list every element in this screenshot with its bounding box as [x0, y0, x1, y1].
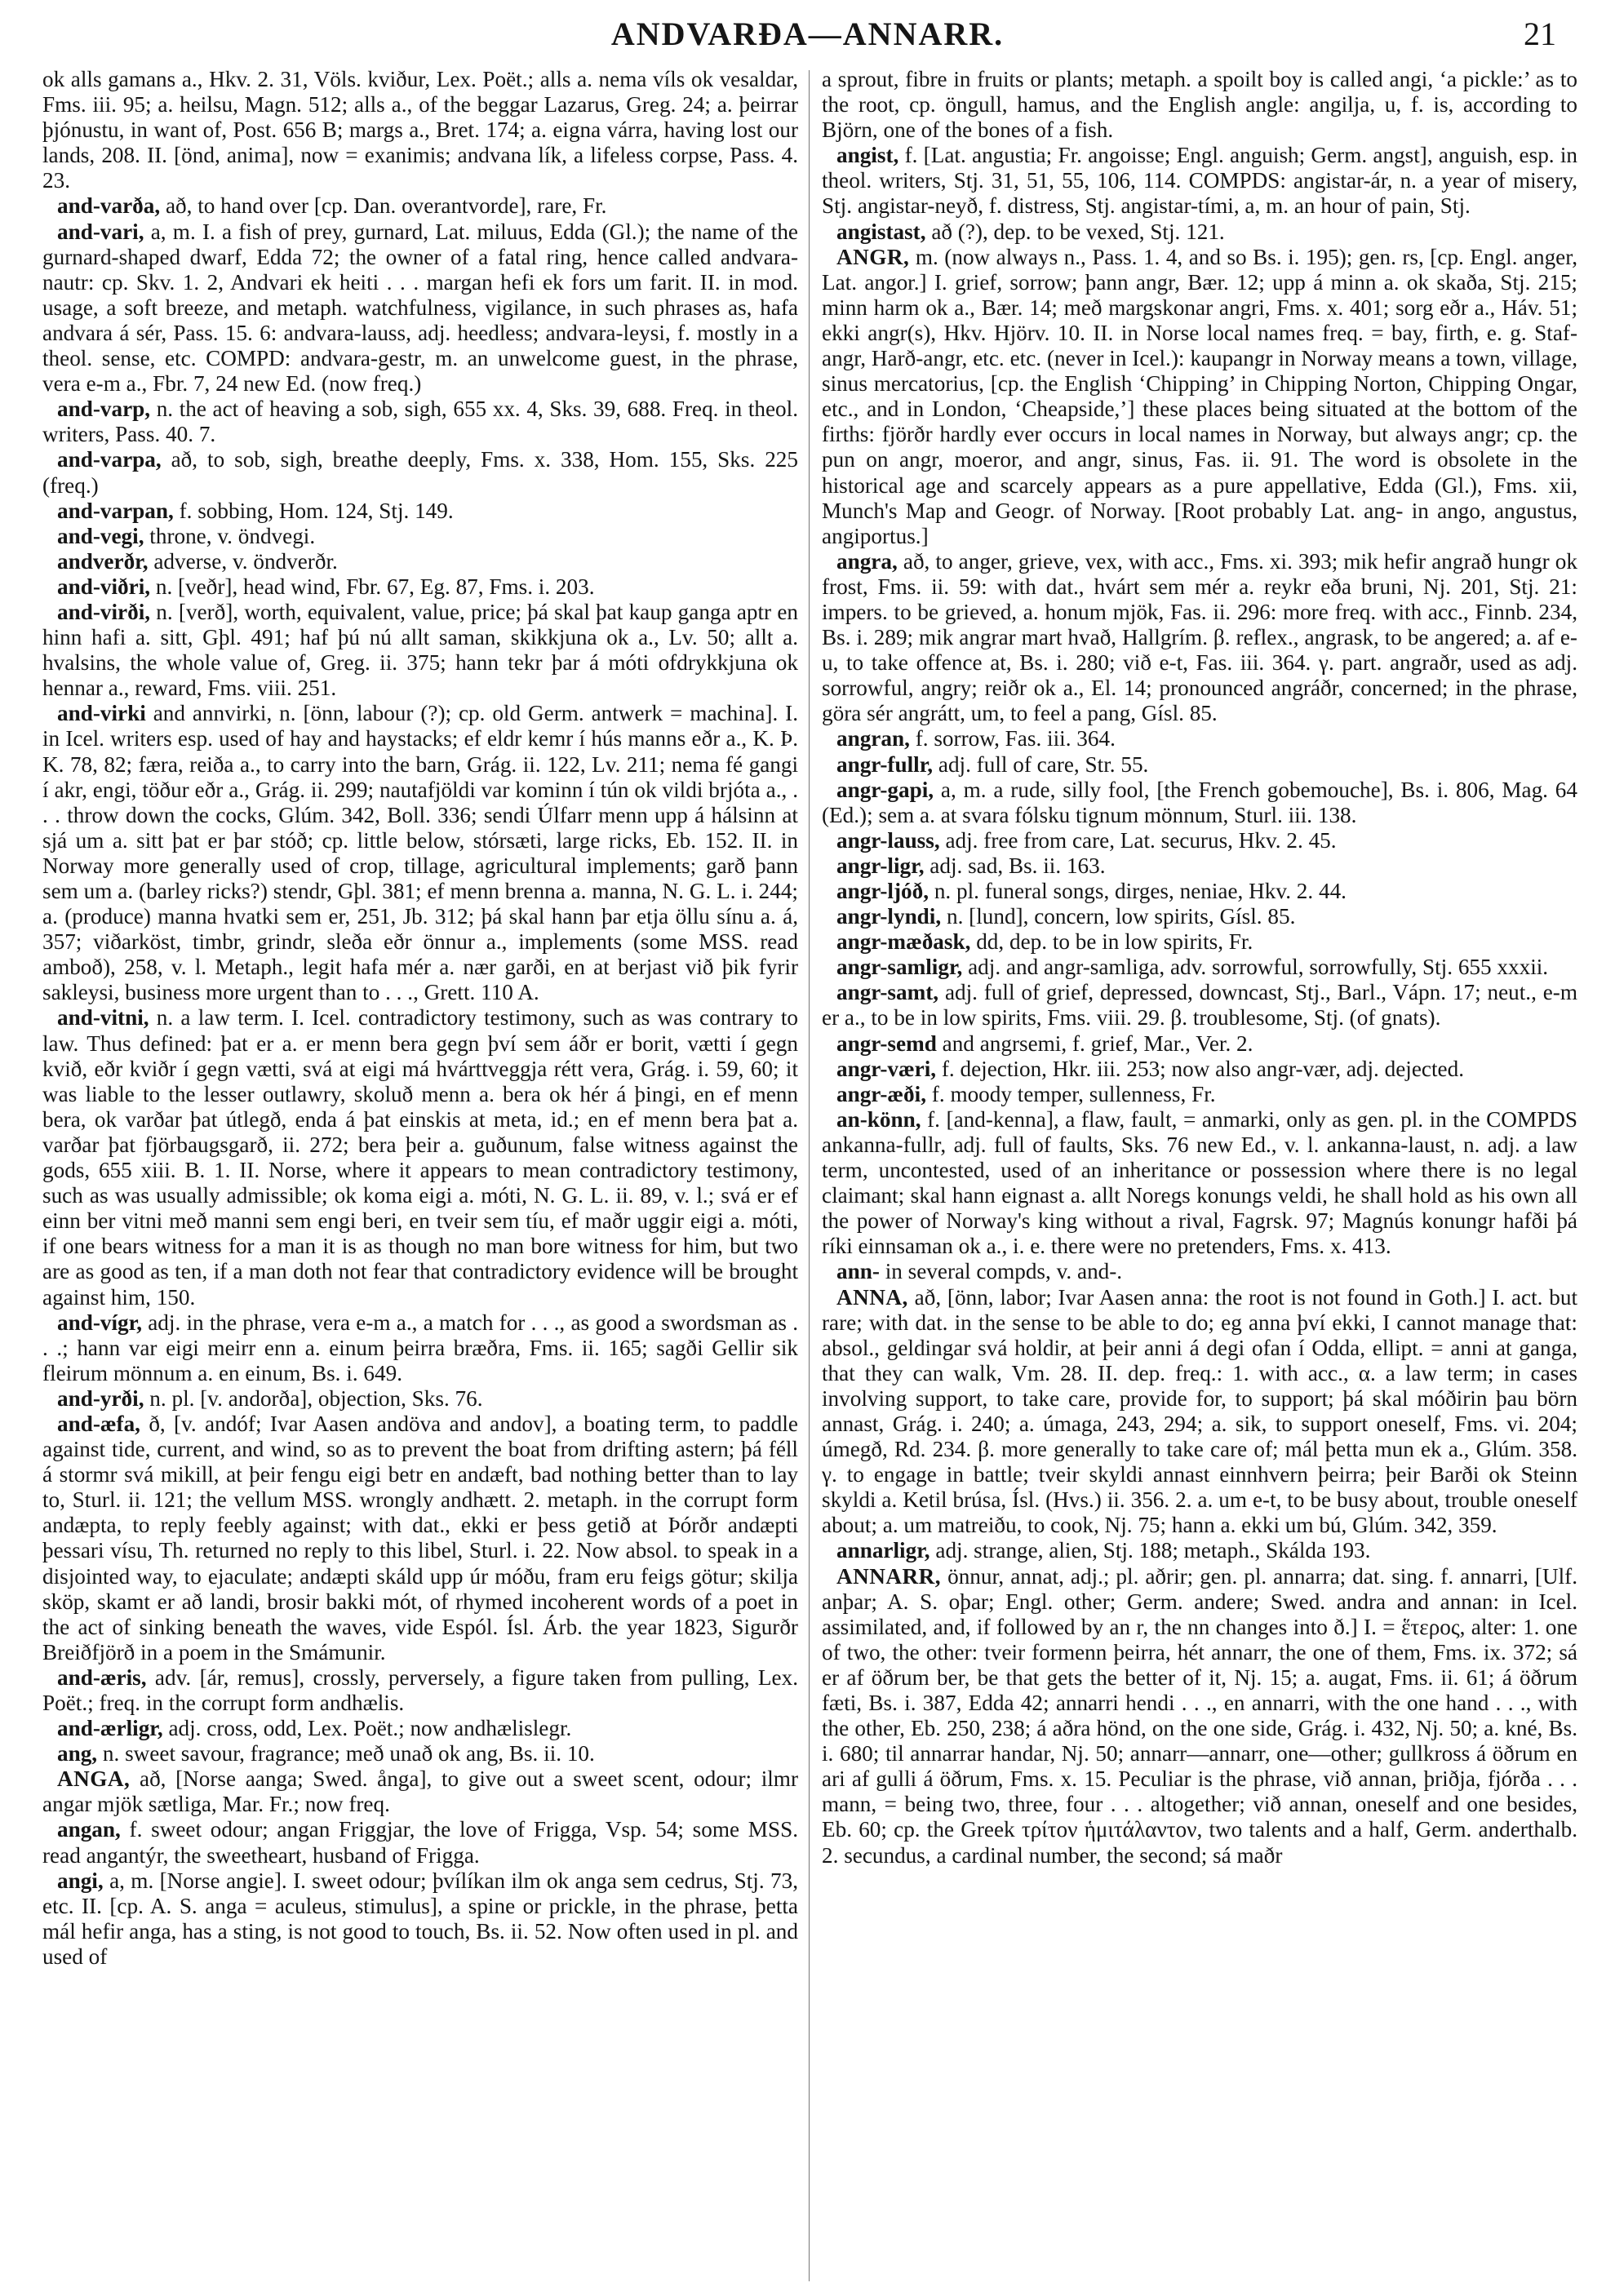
dictionary-entry: [822, 1285, 1577, 1539]
entry-headword: and-virði,: [57, 599, 151, 624]
entry-definition: að (?), dep. to be vexed, Stj. 121.: [931, 219, 1225, 244]
entry-definition: að, to sob, sigh, breathe deeply, Fms. x. 338, Hom. 155, Sks. 225 (freq.): [42, 447, 798, 498]
dictionary-entry: [822, 67, 1577, 143]
entry-headword: and-varpa,: [57, 447, 162, 472]
entry-definition: and angrsemi, f. grief, Mar., Ver. 2.: [942, 1031, 1253, 1056]
entry-definition: throne, v. öndvegi.: [149, 523, 316, 548]
entry-definition: að, [önn, labor; Ivar Aasen anna: the root is not found in Goth.] I. act. but rare; with dat. in the sense to be able to do; eg anna því ekki, I cannot manage that: absol., geldingar svá holdir, at þeir anni á degi ofan í Odda, ellipt. = anni at ganga, that they can walk, Vm. 28. II. dep. freq.: 1. with acc., α. a law term; in cases involving support, to take care, provide for, to support; þá skal móðirin þau börn annast, Grág. i. 240; a. úmaga, 243, 294; a. sik, to support oneself, Fms. vi. 204; úmegð, Rd. 234. β. more generally to take care of; mál þetta mun ek a., Glúm. 358. γ. to engage in battle; tveir skyldi annast einnhvern þeirra; þeir Barði ok Steinn skyldi a. Ketil brúsa, Ísl. (Hvs.) ii. 356. 2. a. um e-t, to be busy about, trouble oneself about; a. um matreiðu, to cook, Nj. 75; hann a. ekki um bú, Glúm. 342, 359.: [822, 1284, 1577, 1538]
dictionary-entry: [42, 193, 798, 219]
dictionary-entry: [42, 701, 798, 1005]
dictionary-entry: [822, 245, 1577, 549]
entry-definition: adj. sad, Bs. ii. 163.: [930, 853, 1106, 878]
dictionary-entry: [822, 904, 1577, 929]
entry-headword: angr-gapi,: [836, 777, 934, 802]
entry-definition: f. sobbing, Hom. 124, Stj. 149.: [179, 498, 454, 523]
dictionary-entry: [42, 549, 798, 574]
entry-definition: a, m. I. a fish of prey, gurnard, Lat. miluus, Edda (Gl.); the name of the gurnard-shaped dwarf, Edda 72; the owner of a fatal ring, hence called andvara-nautr: cp. Skv. 1. 2, Andvari ek heiti . . . margan hefi ek fors um farit. II. in mod. usage, a soft breeze, and metaph. watchfulness, vigilance, in such phrases as, hafa andvara á sér, Pass. 15. 6: andvara-lauss, adj. heedless; andvara-leysi, f. mostly in a theol. sense, etc. COMPD: andvara-gestr, m. an unwelcome guest, in the phrase, vera e-m a., Fbr. 7, 24 new Ed. (now freq.): [42, 219, 798, 397]
dictionary-entry: [822, 1538, 1577, 1563]
entry-headword: and-virki: [57, 701, 146, 726]
dictionary-entry: [42, 1665, 798, 1716]
dictionary-entry: [42, 1716, 798, 1741]
entry-headword: angi,: [57, 1868, 104, 1893]
entry-headword: angr-æði,: [836, 1081, 926, 1106]
dictionary-entry: [42, 574, 798, 600]
entry-definition: in several compds, v. and-.: [885, 1259, 1123, 1284]
entry-headword: and-æris,: [57, 1664, 147, 1690]
dictionary-entry: [822, 752, 1577, 778]
entry-headword: angr-væri,: [836, 1056, 937, 1081]
entry-definition: adj. strange, alien, Stj. 188; metaph., Skálda 193.: [935, 1538, 1371, 1563]
entry-headword: and-vígr,: [57, 1310, 142, 1335]
entry-headword: ann-: [836, 1259, 880, 1284]
entry-headword: angr-samt,: [836, 980, 939, 1005]
entry-definition: n. sweet savour, fragrance; með unað ok ang, Bs. ii. 10.: [102, 1741, 595, 1766]
dictionary-entry: [822, 1057, 1577, 1082]
entry-definition: a, m. [Norse angie]. I. sweet odour; þvílíkan ilm ok anga sem cedrus, Stj. 73, etc. II. [cp. A. S. anga = aculeus, stimulus], a spine or prickle, in the phrase, þetta mál hefir anga, has a sting, is not good to touch, Bs. ii. 52. Now often used in pl. and used of: [42, 1868, 798, 1969]
dictionary-entry: [42, 1741, 798, 1766]
entry-definition: adverse, v. öndverðr.: [153, 548, 338, 574]
dictionary-entry: [42, 67, 798, 193]
entry-headword: and-yrði,: [57, 1385, 144, 1411]
entry-headword: angr-fullr,: [836, 751, 934, 777]
entry-definition: f. dejection, Hkr. iii. 253; now also angr-vær, adj. dejected.: [941, 1056, 1465, 1081]
page-number: 21: [1524, 16, 1556, 52]
entry-definition: f. sweet odour; angan Friggjar, the love of Frigga, Vsp. 54; some MSS. read angantýr, the sweetheart, husband of Frigga.: [42, 1817, 798, 1868]
entry-definition: að, to anger, grieve, vex, with acc., Fms. xi. 393; mik hefir angrað hungr ok frost, Fms. ii. 59: with dat., hvárt sem mér a. reykr eða bruni, Nj. 201, Stj. 21: impers. to be grieved, a. honum mjök, Fas. ii. 296: more freq. with acc., Finnb. 234, Bs. i. 289; mik angrar mart hvað, Hallgrím. β. reflex., angrask, to be angered; a. af e-u, to take offence at, Bs. i. 280; við e-t, Fas. iii. 364. γ. part. angraðr, used as adj. sorrowful, angry; reiðr ok a., El. 14; pronounced angráðr, concerned; in the phrase, göra sér angrátt, um, to feel a pang, Gísl. 85.: [822, 548, 1577, 726]
entry-headword: angr-ljóð,: [836, 879, 930, 903]
entry-definition: n. [veðr], head wind, Fbr. 67, Eg. 87, Fms. i. 203.: [155, 574, 595, 599]
entry-definition: adj. full of grief, depressed, downcast, Stj., Barl., Vápn. 17; neut., e-m er a., to be in low spirits, Fms. viii. 29. β. troublesome, Stj. (of gnats).: [822, 980, 1577, 1031]
entry-headword: angran,: [836, 726, 910, 751]
entry-definition: f. sorrow, Fas. iii. 364.: [915, 726, 1116, 751]
entry-definition: and annvirki, n. [önn, labour (?); cp. old Germ. antwerk = machina]. I. in Icel. writers esp. used of hay and haystacks; ef eldr kemr í hús manns eðr a., K. Þ. K. 78, 82; færa, reiða a., to carry into the barn, Grág. ii. 122, Lv. 211; nema fé gangi í akr, engi, töður eðr a., Grág. ii. 299; nautafjöldi var kominn í tún ok vildi brjóta a., . . . throw down the cocks, Glúm. 342, Boll. 336; sendi Úlfarr menn upp á hálsinn at sjá um a. sitt þat er þar stóð; cp. little below, stórsæti, large ricks, Eb. 152. II. in Norway more generally used of crop, tillage, agricultural implements; garð þann sem um a. (barley ricks?) stendr, Gþl. 381; ef menn brenna a. manna, N. G. L. i. 244; a. (produce) manna hvatki sem er, 251, Jb. 312; þá skal hann þar etja öllu sínu a. á, 357; viðarköst, timbr, grindr, sleða eðr önnur a., implements (some MSS. read amboð), 258, v. l. Metaph., legit hafa mér a. nær garði, en at berjast við þik fyrir sakleysi, business more urgent than to . . ., Grett. 110 A.: [42, 701, 798, 1005]
entry-definition: adv. [ár, remus], crossly, perversely, a figure taken from pulling, Lex. Poët.; freq. in the corrupt form andhælis.: [42, 1664, 798, 1715]
dictionary-entry: [42, 219, 798, 397]
dictionary-entry: [42, 1817, 798, 1868]
entry-headword: ANNA,: [836, 1284, 908, 1310]
entry-headword: angr-mæðask,: [836, 929, 971, 955]
entry-headword: ANGR,: [836, 244, 910, 269]
entry-definition: ok alls gamans a., Hkv. 2. 31, Völs. kviður, Lex. Poët.; alls a. nema víls ok vesaldar, Fms. iii. 95; a. heilsu, Magn. 512; alls a., of the beggar Lazarus, Greg. 24; a. þeirrar þjónustu, in want of, Post. 656 B; margs a., Bret. 174; a. eigna várra, having lost our lands, 208. II. [önd, anima], now = exanimis; andvana lík, a lifeless corpse, Pass. 4. 23.: [42, 67, 798, 193]
dictionary-entry: [822, 219, 1577, 245]
entry-headword: angr-lauss,: [836, 827, 940, 853]
entry-headword: angist,: [836, 143, 899, 168]
entry-definition: önnur, annat, adj.; pl. aðrir; gen. pl. annarra; dat. sing. f. annarri, [Ulf. anþar; A. S. oþar; Engl. other; Germ. andere; Swed. andra and annan: in Icel. assimilated, and, if followed by an r, the nn changes into ð.] I. = ἕτερος, alter: 1. one of two, the other: tveir formenn þeirra, hét annarr, the one of them, Fms. ix. 372; sá er af öðrum ber, be that gets the better of it, Nj. 15; a. augat, Fms. ii. 61; á öðrum fæti, Bs. i. 387, Edda 42; annarri hendi . . ., en annarri, with the one hand . . ., with the other, Eb. 250, 238; á aðra hönd, on the one side, Grág. i. 432, Nj. 50; a. kné, Bs. i. 680; til annarrar handar, Nj. 50; annarr—annarr, one—other; gullkross á öðrum en ari af gulli á öðrum, Fms. x. 15. Peculiar is the phrase, við annan, þriðja, fjórða . . . mann, = being two, three, four . . . altogether; við annan, oneself and one besides, Eb. 60; cp. the Greek τρίτον ἡμιτάλαντον, two talents and a half, Germ. anderthalb. 2. secundus, a cardinal number, the second; sá maðr: [822, 1563, 1577, 1868]
entry-headword: and-vitni,: [57, 1005, 149, 1031]
dictionary-entry: [42, 1386, 798, 1412]
entry-headword: ang,: [57, 1741, 98, 1766]
dictionary-entry: [42, 1005, 798, 1310]
dictionary-entry: [822, 778, 1577, 828]
entry-definition: m. (now always n., Pass. 1. 4, and so Bs. i. 195); gen. rs, [cp. Engl. anger, Lat. angor.] I. grief, sorrow; þann angr, Bær. 12; upp á minn a. ok skaða, Stj. 215; minn harm ok a., Bær. 14; með margskonar angri, Fms. x. 401; sorg eðr a., Háv. 51; ekki angr(s), Hkv. Hjörv. 10. II. in Norse local names freq. = bay, firth, e. g. Staf-angr, Harð-angr, etc. etc. (never in Icel.): kaupangr in Norway means a town, village, sinus mercatorius, [cp. the English ‘Chipping’ in Chipping Norton, Chipping Ongar, etc., and in London, ‘Cheapside,’] these places being situated at the bottom of the firths: fjörðr hardly ever occurs in local names in Norway, but always angr; cp. the pun on angr, moeror, and angr, sinus, Fas. ii. 91. The word is obsolete in the historical age and scarcely appears as a pure appellative, Edda (Gl.), Fms. xii, Munch's Map and Geogr. of Norway. [Root probably Lat. ang- in ango, angustus, angiportus.]: [822, 244, 1577, 548]
dictionary-entry: [822, 1031, 1577, 1057]
entry-headword: and-varp,: [57, 397, 151, 422]
entry-definition: n. pl. [v. andorða], objection, Sks. 76.: [149, 1385, 483, 1411]
dictionary-entry: [42, 1310, 798, 1386]
entry-definition: f. [and-kenna], a flaw, fault, = anmarki, only as gen. pl. in the COMPDS ankanna-fullr, adj. full of faults, Sks. 76 new Ed., v. l. ankanna-laust, n. adj. a law term, uncontested, used of an inheritance or possession where there is no legal claimant; skal hann eignast a. allt Noregs konungs veldi, he shall hold as his own all the power of Norway's king without a rival, Fagrsk. 97; Magnús konungr hafði þá ríki einnsaman ok a., i. e. there were no pretenders, Fms. x. 413.: [822, 1106, 1577, 1259]
dictionary-entry: [822, 955, 1577, 980]
dictionary-entry: [822, 828, 1577, 853]
column-divider: [809, 70, 810, 2281]
dictionary-entry: [822, 1564, 1577, 1868]
entry-headword: and-ærligr,: [57, 1716, 163, 1741]
entry-definition: n. the act of heaving a sob, sigh, 655 xx. 4, Sks. 39, 688. Freq. in theol. writers, Pass. 40. 7.: [42, 397, 798, 447]
dictionary-entry: [42, 447, 798, 498]
entry-headword: and-æfa,: [57, 1411, 140, 1436]
dictionary-entry: [42, 1868, 798, 1970]
entry-headword: angr-semd: [836, 1031, 937, 1056]
page-header: [49, 15, 1566, 60]
entry-definition: n. [lund], concern, low spirits, Gísl. 85.: [946, 904, 1296, 929]
dictionary-entry: [42, 499, 798, 524]
left-column: [42, 67, 798, 2278]
dictionary-entry: [822, 549, 1577, 727]
dictionary-entry: [822, 1082, 1577, 1107]
entry-definition: að, to hand over [cp. Dan. overantvorde], rare, Fr.: [165, 193, 607, 219]
entry-headword: angan,: [57, 1817, 121, 1842]
entry-headword: and-varða,: [57, 193, 161, 219]
dictionary-entry: [42, 1766, 798, 1817]
dictionary-entry: [822, 1259, 1577, 1284]
right-column: [822, 67, 1577, 2278]
entry-headword: ANNARR,: [836, 1563, 942, 1589]
entry-definition: adj. full of care, Str. 55.: [938, 751, 1149, 777]
entry-definition: adj. free from care, Lat. securus, Hkv. 2. 45.: [945, 827, 1337, 853]
running-head: ANDVARÐA—ANNARR.: [610, 16, 1005, 52]
entry-headword: angr-samligr,: [836, 955, 963, 980]
entry-headword: annarligr,: [836, 1538, 930, 1563]
entry-headword: ANGA,: [57, 1766, 131, 1792]
dictionary-entry: [42, 524, 798, 549]
entry-headword: and-viðri,: [57, 574, 151, 599]
dictionary-entry: [822, 1107, 1577, 1260]
entry-definition: n. pl. funeral songs, dirges, neniae, Hkv. 2. 44.: [934, 879, 1347, 903]
entry-headword: angra,: [836, 548, 898, 574]
entry-headword: and-vegi,: [57, 523, 144, 548]
dictionary-entry: [42, 600, 798, 701]
entry-headword: angr-ligr,: [836, 853, 925, 878]
dictionary-entry: [822, 143, 1577, 219]
entry-definition: n. a law term. I. Icel. contradictory testimony, such as was contrary to law. Thus defined: þat er a. er menn bera gegn því sem áðr er borit, vætti í gegn kvið, eðr kviðr í gegn vætti, svá at eigi má hvárttveggja rétt vera, Grág. i. 59, 60; it was liable to the lesser outlawry, skoluð menn a. bera ok hér á þingi, en ef menn bera, ok varðar þat útlegð, enda á þat einskis at meta, id.; en ef menn bera þat a. varðar þat fjörbaugsgarð, ii. 272; bera þeir a. guðunum, false witness against the gods, 655 xiii. B. 1. II. Norse, where it appears to mean contradictory testimony, such as was usually admissible; ok koma eigi a. móti, N. G. L. ii. 89, v. l.; svá er ef einn ber vitni með manni sem engi beri, en tveir sem tíu, ef maðr uggir eigi a. móti, if one bears witness for a man it is as though no man bore witness for him, but two are as good as ten, if a man doth not fear that contradictory evidence will be brought against him, 150.: [42, 1005, 798, 1310]
entry-definition: a sprout, fibre in fruits or plants; metaph. a spoilt boy is called angi, ‘a pickle:’ as to the root, cp. öngull, hamus, and the English angle: angilja, u, f. is, according to Björn, one of the bones of a fish.: [822, 67, 1577, 143]
entry-definition: f. [Lat. angustia; Fr. angoisse; Engl. anguish; Germ. angst], anguish, esp. in theol. writers, Stj. 31, 51, 55, 106, 114. COMPDS: angistar-ár, n. a year of misery, Stj. angistar-neyð, f. distress, Stj. angistar-tími, a, m. an hour of pain, Stj.: [822, 143, 1577, 219]
dictionary-entry: [822, 929, 1577, 955]
dictionary-entry: [42, 1412, 798, 1665]
entry-definition: adj. and angr-samliga, adv. sorrowful, sorrowfully, Stj. 655 xxxii.: [968, 955, 1549, 980]
dictionary-entry: [42, 397, 798, 447]
dictionary-entry: [822, 879, 1577, 904]
entry-headword: an-könn,: [836, 1106, 921, 1132]
entry-headword: andverðr,: [57, 548, 149, 574]
dictionary-entry: [822, 980, 1577, 1031]
entry-headword: angistast,: [836, 219, 926, 244]
entry-definition: adj. in the phrase, vera e-m a., a match for . . ., as good a swordsman as . . .; hann var eigi meirr enn a. einum þeirra bræðra, Fms. ii. 165; sagði Gellir sik fleirum mönnum a. en einum, Bs. i. 649.: [42, 1310, 798, 1385]
dictionary-entry: [822, 726, 1577, 751]
entry-headword: and-vari,: [57, 219, 144, 244]
entry-definition: f. moody temper, sullenness, Fr.: [931, 1081, 1216, 1106]
entry-definition: ð, [v. andóf; Ivar Aasen andöva and andov], a boating term, to paddle against tide, current, and wind, so as to prevent the boat from drifting astern; þá féll á stormr svá mikill, at þeir fengu eigi betr en andæft, bad nothing better than to lay to, Sturl. ii. 121; the vellum MSS. wrongly andhætt. 2. metaph. in the corrupt form andæpta, to reply feebly against; with dat., ekki er þess getið at Þórðr andæpti þessari vísu, Th. returned no reply to this libel, Sturl. i. 22. Now absol. to speak in a disjointed way, to ejaculate; andæpti skáld upp úr móðu, fram eru feigs götur; skilja sköp, skamt er að landi, brosir bakki mót, of rhymed incoherent words of a poet in the act of sinking beneath the waves, vide Espól. Ísl. Árb. the year 1823, Sigurðr Breiðfjörð in a poem in the Smámunir.: [42, 1411, 798, 1664]
entry-headword: angr-lyndi,: [836, 904, 942, 929]
entry-definition: að, [Norse aanga; Swed. ånga], to give out a sweet scent, odour; ilmr angar mjök sætliga, Mar. Fr.; now freq.: [42, 1766, 798, 1817]
entry-definition: dd, dep. to be in low spirits, Fr.: [976, 929, 1253, 955]
dictionary-entry: [822, 853, 1577, 879]
entry-definition: adj. cross, odd, Lex. Poët.; now andhælislegr.: [168, 1716, 572, 1741]
entry-definition: a, m. a rude, silly fool, [the French gobemouche], Bs. i. 806, Mag. 64 (Ed.); sem a. at svara fólsku tignum mönnum, Sturl. iii. 138.: [822, 777, 1577, 827]
entry-definition: n. [verð], worth, equivalent, value, price; þá skal þat kaup ganga aptr en hinn hafi a. sitt, Gþl. 491; haf þú nú allt saman, skikkjuna ok a., Lv. 50; allt a. hvalsins, the whole value of, Greg. ii. 375; hann tekr þar á móti ofdrykkjuna ok hennar a., reward, Fms. viii. 251.: [42, 599, 798, 701]
entry-headword: and-varpan,: [57, 498, 174, 523]
